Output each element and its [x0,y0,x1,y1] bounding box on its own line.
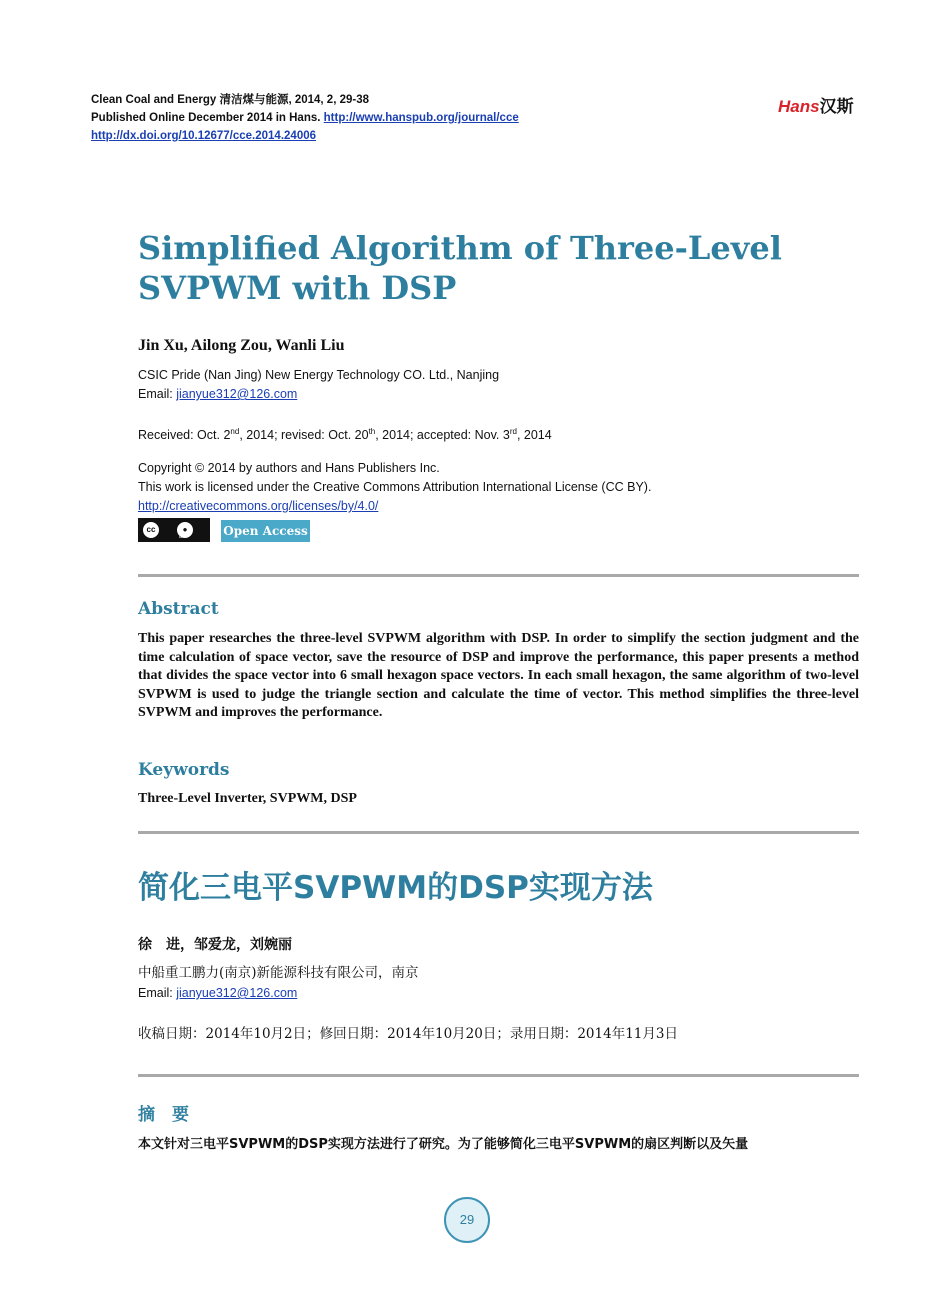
keywords-body: Three-Level Inverter, SVPWM, DSP [138,791,357,806]
cn-abstract-heading: 摘 要 [138,1105,189,1125]
divider [138,1074,859,1077]
license-link[interactable]: http://creativecommons.org/licenses/by/4.0/ [138,499,379,513]
logo-en: Hans [778,97,820,116]
cc-by-badge[interactable] [138,518,210,542]
person-icon: ● [176,521,194,539]
license-line: This work is licensed under the Creative Commons Attribution International License (CC BY). [138,480,652,494]
cn-abstract-body: 本文针对三电平SVPWM的DSP实现方法进行了研究。为了能够简化三电平SVPWM的扇区判断以及矢量 [138,1137,749,1152]
email-label: Email: [138,387,173,401]
received-dates [138,422,552,445]
doi-link[interactable]: http://dx.doi.org/10.12677/cce.2014.24006 [91,130,317,142]
revised-part: , 2014; revised: Oct. 20 [239,428,369,443]
received-sup: nd [230,427,240,436]
abstract-heading: Abstract [138,599,219,619]
revised-sup: th [368,427,376,436]
accepted-sup: rd [509,427,517,436]
divider [138,574,859,577]
published-text: Published Online December 2014 in Hans. [91,112,321,124]
journal-url-link[interactable]: http://www.hanspub.org/journal/cce [323,112,519,124]
journal-header [91,91,519,145]
journal-line: Clean Coal and Energy 清洁煤与能源, 2014, 2, 29-38 [91,94,370,106]
email-line [138,385,499,404]
cn-received-dates: 收稿日期：2014年10月2日；修回日期：2014年10月20日；录用日期：2014年11月3日 [138,1026,678,1042]
published-line [91,109,519,127]
cn-email-link[interactable]: jianyue312@126.com [176,986,298,1000]
cn-title: 简化三电平SVPWM的DSP实现方法 [138,870,653,906]
logo-zh: 汉斯 [819,97,854,117]
affiliation-block [138,366,499,404]
cn-email-line [138,983,419,1003]
cn-affiliation-block [138,963,419,1003]
received-part: Received: Oct. 2 [138,428,231,443]
paper-title: Simplified Algorithm of Three-Level SVPWM with DSP [138,229,782,307]
accepted-part: , 2014; accepted: Nov. 3 [375,428,510,443]
copyright-block [138,459,651,516]
keywords-heading: Keywords [138,760,230,780]
abstract-body: This paper researches the three-level SVPWM algorithm with DSP. In order to simplify the section judgment and the time calculation of space vector, save the resource of DSP and improve the performance, this paper presents a method that divides the space vector into 6 small hexagon space vectors. In each small hexagon, the same algorithm of two-level SVPWM is used to judge the triangle section and calculate the time of vector. This method simplifies the three-level SVPWM and improves the performance. [138,631,859,721]
by-label: BY [179,534,188,540]
author-list: Jin Xu, Ailong Zou, Wanli Liu [138,337,345,354]
hans-logo [778,92,854,117]
accepted-year: , 2014 [516,428,552,443]
divider [138,831,859,834]
open-access-badge: Open Access [221,520,310,542]
cc-icon: cc [142,521,160,539]
page-number: 29 [444,1197,490,1243]
email-link[interactable]: jianyue312@126.com [176,387,298,401]
affiliation: CSIC Pride (Nan Jing) New Energy Technology CO. Ltd., Nanjing [138,368,500,382]
cn-affiliation: 中船重工鹏力(南京)新能源科技有限公司，南京 [138,965,419,981]
cn-authors: 徐 进，邹爱龙，刘婉丽 [138,937,292,953]
copyright-line: Copyright © 2014 by authors and Hans Publishers Inc. [138,461,440,475]
cn-email-label: Email: [138,986,173,1000]
